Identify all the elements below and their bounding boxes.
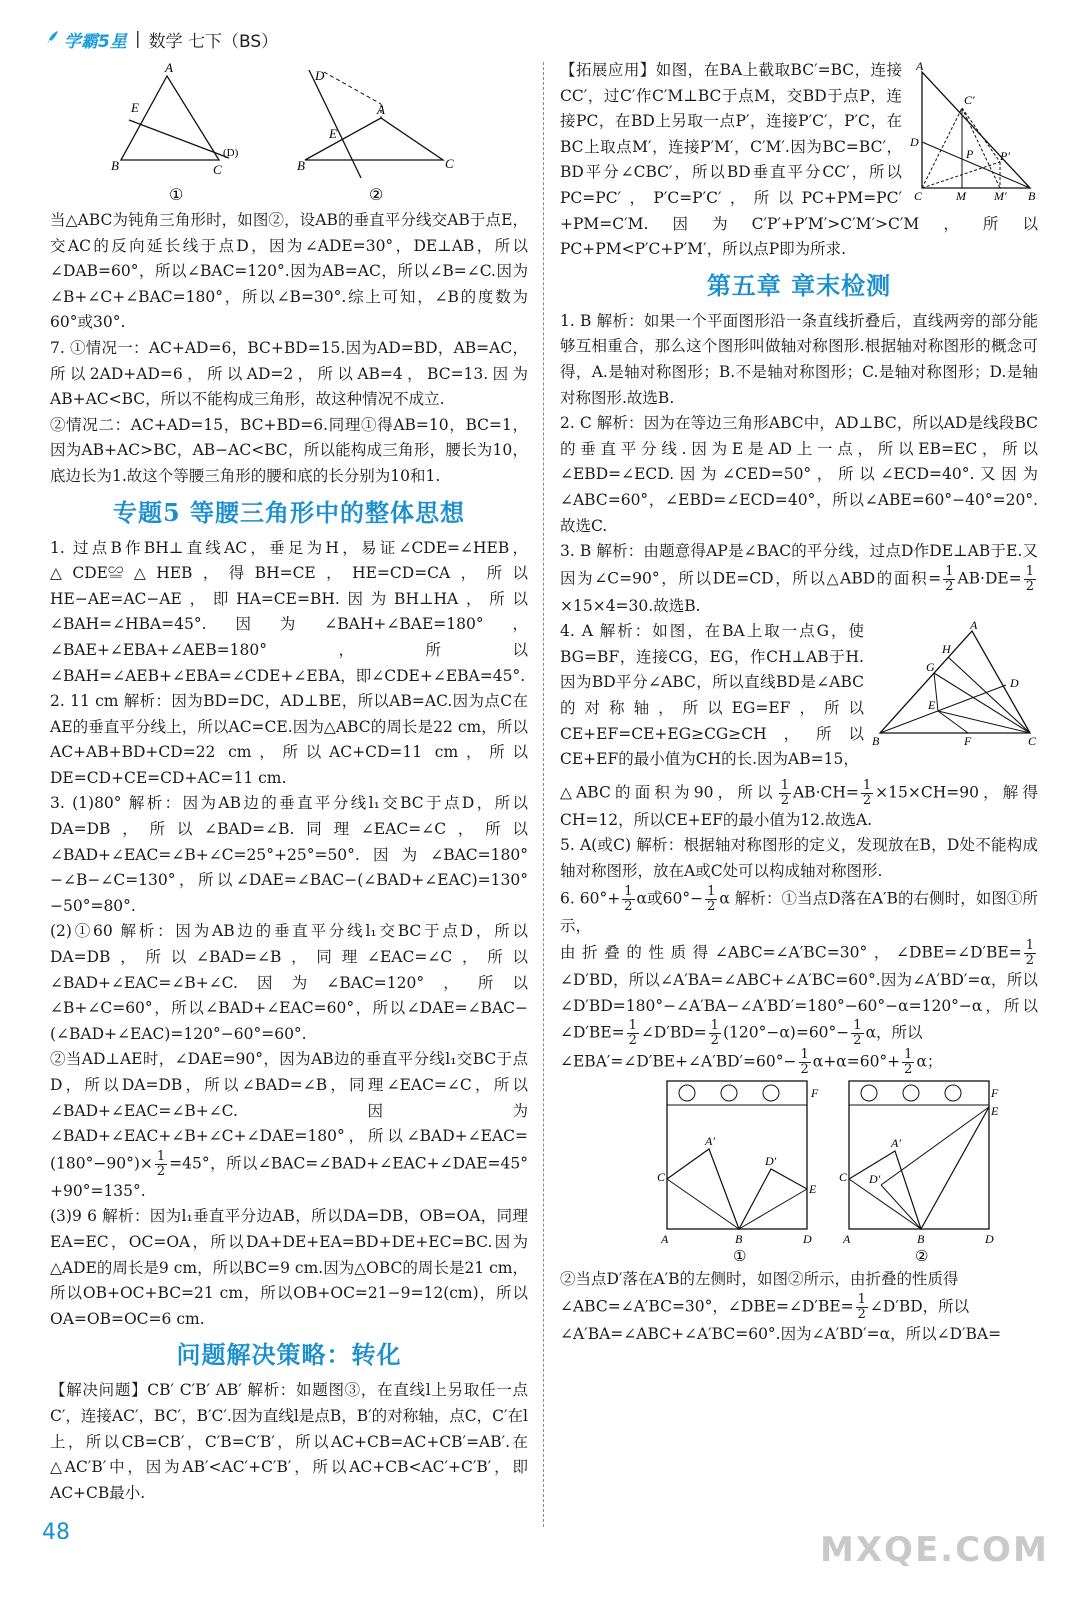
text-answer-4a: 4. A 解析：如图，在BA上取一点G，使BG=BF，连接CG，EG，作CH⊥AB于H.因为BD平分∠ABC，所以直线BD是∠ABC的对称轴，所以EG=EF，所以CE+EF=CE+EG≥CG≥CH，所以CE+EF的最小值为CH的长.因为AB=15，	[560, 622, 864, 769]
fraction-half: $\frac{1}{2}$	[156, 1148, 166, 1179]
figure-bisector	[910, 60, 1038, 200]
fraction-half: $\frac{1}{2}$	[780, 777, 789, 808]
svg-text:A: A	[843, 1232, 851, 1247]
feather-icon	[44, 29, 60, 49]
svg-text:E: E	[329, 126, 337, 141]
folding-figures	[599, 1077, 999, 1267]
svg-text:②: ②	[915, 1249, 929, 1266]
column-divider	[543, 62, 544, 1527]
figure-label-2: ②	[369, 187, 384, 204]
svg-text:B: B	[872, 734, 880, 748]
text-answer-3: 3. B 解析：由题意得AP是∠BAC的平分线，过点D作DE⊥AB于E.又因为∠C=90°，所以DE=CD，所以△ABD的面积= $\frac{1}{2}$ AB·DE= $\frac{1}{2}$ ×15×4=30.故选B.	[560, 542, 1038, 615]
svg-text:A: A	[661, 1232, 669, 1247]
brand-name: 学霸5星	[64, 31, 127, 52]
page-header	[44, 24, 278, 54]
svg-text:P′: P′	[1000, 149, 1010, 163]
text-answer-4b: △ABC的面积为90，所以 $\frac{1}{2}$ AB·CH= $\frac{1}{2}$ ×15×CH=90，解得CH=12，所以CE+EF的最小值为12.故选A.	[560, 777, 1038, 829]
text-answer-6-case2c: ∠A′BA=∠ABC+∠A′BC=60°.因为∠A′BD′=α，所以∠D′BA=	[560, 1325, 1002, 1343]
svg-text:A′: A′	[705, 1134, 715, 1149]
text-strategy-solution: 【解决问题】CB′ C′B′ AB′ 解析：如题图③，在直线l上另取任一点C′，连接AC′，BC′，B′C′.因为直线l是点B，B′的对称轴，点C，C′在l上，所以CB=CB′，C′B=C′B′，所以AC+CB=AC+CB′=AB′.在△AC′B′中，因为AB′<AC′+C′B′，所以AC+CB<AC′+C′B′，即AC+CB最小.	[50, 1381, 528, 1502]
text-answer-2: 2. C 解析：因为在等边三角形ABC中，AD⊥BC，所以AD是线段BC的垂直平分线.因为E是AD上一点，所以EB=EC，所以∠EBD=∠ECD.因为∠CED=50°，所以∠ECD=40°.又因为∠ABC=60°，∠EBD=∠ECD=40°，所以∠ABE=60°−40°=20°.故选C.	[560, 414, 1038, 535]
svg-text:G: G	[926, 660, 935, 675]
text-topic5-q3a: 3. (1)80° 解析：因为AB边的垂直平分线l₁交BC于点D，所以DA=DB，所以∠BAD=∠B.同理∠EAC=∠C，所以∠BAD+∠EAC=∠B+∠C=25°+25°=50°.因为∠BAC=180°−∠B−∠C=130°，所以∠DAE=∠BAC−(∠BAD+∠EAC)=130°−50°=80°.	[50, 794, 528, 915]
svg-text:E: E	[928, 698, 936, 713]
svg-text:D: D	[910, 135, 919, 149]
section-title-topic5: 专题5 等腰三角形中的整体思想	[112, 497, 466, 527]
text-topic5-q1: 1. 过点B作BH⊥直线AC，垂足为H，易证∠CDE=∠HEB，△CDE≌△HEB，得BH=CE，HE=CD=CA，所以HE−AE=AC−AE，即HA=CE=BH.因为BH⊥HA，所以∠BAH=∠HBA=45°.因为∠BAH+∠BAE=180°，∠BAE+∠EBA+∠AEB=180°，所以∠BAH=∠AEB+∠EBA=∠CDE+∠EBA，即∠CDE+∠EBA=45°.	[50, 538, 528, 685]
text-answer-6-case2: ②当点D′落在A′B的左侧时，如图②所示，由折叠的性质得	[560, 1270, 959, 1289]
text-q7-case2: ②情况二：AC+AD=15，BC+BD=6.同理①得AB=10，BC=1，因为AB+AC>BC，AB−AC<BC，所以能构成三角形，腰长为10，底边长为1.故这个等腰三角形的腰和底的长分别为10和1.	[50, 415, 528, 485]
section-title-strategy: 问题解决策略：转化	[176, 1340, 402, 1370]
svg-text:(D): (D)	[223, 147, 239, 159]
svg-text:B: B	[297, 158, 305, 173]
svg-text:P: P	[966, 147, 974, 161]
text-topic5-q3b: (2)①60 解析：因为AB边的垂直平分线l₁交BC于点D，所以DA=DB，所以∠BAD=∠B，同理∠EAC=∠C，所以∠BAD+∠EAC=∠B+∠C.因为∠BAC=120°，所以∠B+∠C=60°，所以∠BAD+∠EAC=60°，所以∠DAE=∠BAC−(∠BAD+∠EAC)=120°−60°=60°.	[50, 922, 528, 1043]
text-q7-case1: 7. ①情况一：AC+AD=6，BC+BD=15.因为AD=BD，AB=AC，所以2AD+AD=6，所以AD=2，所以AB=4，BC=13.因为AB+AC<BC，所以不能构成三角形，故这种情况不成立.	[50, 338, 528, 409]
svg-text:D: D	[1010, 676, 1019, 691]
svg-text:C: C	[914, 189, 923, 200]
left-column	[50, 58, 528, 1506]
text-topic5-q2: 2. 11 cm 解析：因为BD=DC，AD⊥BE，所以AB=AC.因为点C在AE的垂直平分线上，所以AC=CE.因为△ABC的周长是22 cm，所以AC+AB+BD+CD=22 cm，所以AC+CD=11 cm，所以DE=CD+CE=CD+AC=11 cm.	[50, 692, 528, 787]
text-extension-application: 【拓展应用】如图，在BA上截取BC′=BC，连接CC′，过C′作C′M⊥BC于点M，交BD于点P，连接PC，在BD上另取一点P′，连接P′C′，P′C，在BC上取点M′，连接P′M′，C′M′.因为BC=BC′，BD平分∠CBC′，所以BD垂直平分CC′，所以PC=PC′，P′C=P′C′，所以PC+PM=PC′+PM=C′M.因为C′P′+P′M′>C′M′>C′M，所以PC+PM<P′C+P′M′，所以点P即为所求.	[560, 61, 1038, 259]
svg-text:M′: M′	[994, 189, 1007, 200]
header-subject: 数学 七下（BS）	[148, 31, 279, 52]
svg-text:A: A	[165, 60, 173, 75]
figure-triangle-min	[872, 621, 1038, 747]
svg-text:B: B	[917, 1232, 925, 1247]
right-column	[560, 58, 1038, 1348]
text-q3c-part2: =45°，所以∠BAC=∠BAD+∠EAC+∠DAE=45°+90°=135°.	[50, 1154, 528, 1200]
svg-text:F: F	[964, 734, 972, 748]
svg-text:C: C	[657, 1170, 666, 1185]
text-answer-6-fold: 由折叠的性质得∠ABC=∠A′BC=30°，∠DBE=∠D′BE= $\frac{1}{2}$ ∠D′BD，所以∠A′BA=∠ABC+∠A′BC=60°.因为∠A′BD′=α，所以∠D′BD=180°−∠A′BA−∠A′BD′=180°−60°−α=120°−α，所以∠D′BE= $\frac{1}{2}$ ∠D′BD= $\frac{1}{2}$ (120°−α)=60°− $\frac{1}{2}$ α，所以	[560, 938, 1038, 1049]
page-number: 48	[42, 1520, 70, 1545]
svg-text:C′: C′	[964, 93, 975, 107]
svg-text:B: B	[111, 158, 119, 173]
svg-text:C: C	[839, 1170, 848, 1185]
fraction-half: $\frac{1}{2}$	[945, 563, 954, 594]
svg-text:D: D	[985, 1232, 994, 1247]
svg-text:F: F	[991, 1086, 999, 1101]
svg-text:E: E	[991, 1104, 999, 1119]
header-separator: |	[134, 29, 141, 49]
svg-text:D′: D′	[765, 1154, 777, 1169]
text-answer-6-result: ∠EBA′=∠D′BE+∠A′BD′=60°− $\frac{1}{2}$ α+α=60°+ $\frac{1}{2}$ α；	[560, 1047, 943, 1078]
svg-text:①: ①	[733, 1249, 747, 1266]
brand-logo	[44, 27, 127, 52]
triangle-figures	[89, 58, 489, 208]
svg-text:A′: A′	[891, 1136, 901, 1151]
text-topic5-q3c	[50, 1047, 528, 1204]
svg-text:E: E	[809, 1182, 817, 1197]
svg-text:D′: D′	[869, 1172, 881, 1187]
text-answer-6-case2b: ∠ABC=∠A′BC=30°，∠DBE=∠D′BE= $\frac{1}{2}$ ∠D′BD，所以	[560, 1292, 970, 1322]
fraction-half: $\frac{1}{2}$	[862, 777, 872, 808]
svg-text:B: B	[735, 1232, 743, 1247]
svg-text:D: D	[803, 1232, 812, 1247]
text-q3c-part1: ②当AD⊥AE时，∠DAE=90°，因为AB边的垂直平分线l₁交BC于点D，所以DA=DB，所以∠BAD=∠B，同理∠EAC=∠C，所以∠BAD+∠EAC=∠B+∠C.因为∠BAD+∠EAC+∠B+∠C+∠DAE=180°，所以∠BAD+∠EAC=(180°−90°)×	[50, 1050, 528, 1173]
fraction-half: $\frac{1}{2}$	[1025, 563, 1034, 594]
svg-text:C: C	[445, 156, 454, 171]
text-answer-6: 6. 60°+ $\frac{1}{2}$ α或60°− $\frac{1}{2}$ α 解析：①当点D落在A′B的右侧时，如图①所示，	[560, 883, 1038, 935]
svg-text:H: H	[942, 642, 951, 657]
section-title-chapter5: 第五章 章末检测	[706, 270, 892, 300]
figure-label-1: ①	[169, 187, 184, 204]
svg-text:C: C	[1028, 734, 1037, 748]
svg-text:D: D	[315, 68, 325, 83]
svg-text:A: A	[377, 102, 385, 117]
svg-text:A: A	[916, 60, 924, 73]
text-topic5-q3d: (3)9 6 解析：因为l₁垂直平分边AB，所以DA=DB，OB=OA，同理EA=EC，OC=OA，所以DA+DE+EA=BD+DE+EC=BC.因为△ADE的周长是9 cm，所以BC=9 cm.因为△OBC的周长是21 cm，所以OB+OC+BC=21 cm，所以OB+OC=21−9=12(cm)，所以OA=OB=OC=6 cm.	[50, 1207, 528, 1328]
text-obtuse-case: 当△ABC为钝角三角形时，如图②，设AB的垂直平分线交AB于点E，交AC的反向延长线于点D，因为∠ADE=30°，DE⊥AB，所以∠DAB=60°，所以∠BAC=120°.因为AB=AC，所以∠B=∠C.因为∠B+∠C+∠BAC=180°，所以∠B=30°.综上可知，∠B的度数为60°或30°.	[50, 211, 528, 332]
text-answer-5: 5. A(或C) 解析：根据轴对称图形的定义，发现放在B，D处不能构成轴对称图形，放在A或C处可以构成轴对称图形.	[560, 836, 1038, 881]
watermark: MXQE.COM	[820, 1530, 1049, 1570]
svg-text:F: F	[811, 1086, 819, 1101]
text-answer-1: 1. B 解析：如果一个平面图形沿一条直线折叠后，直线两旁的部分能够互相重合，那么这个图形叫做轴对称图形.根据轴对称图形的概念可得，A.是轴对称图形；B.不是轴对称图形；C.是轴对称图形；D.是轴对称图形.故选B.	[560, 311, 1038, 407]
svg-text:B: B	[1028, 189, 1036, 200]
svg-text:C: C	[213, 162, 222, 177]
svg-text:A: A	[970, 621, 978, 633]
svg-text:E: E	[131, 100, 139, 115]
svg-text:M: M	[956, 189, 966, 200]
